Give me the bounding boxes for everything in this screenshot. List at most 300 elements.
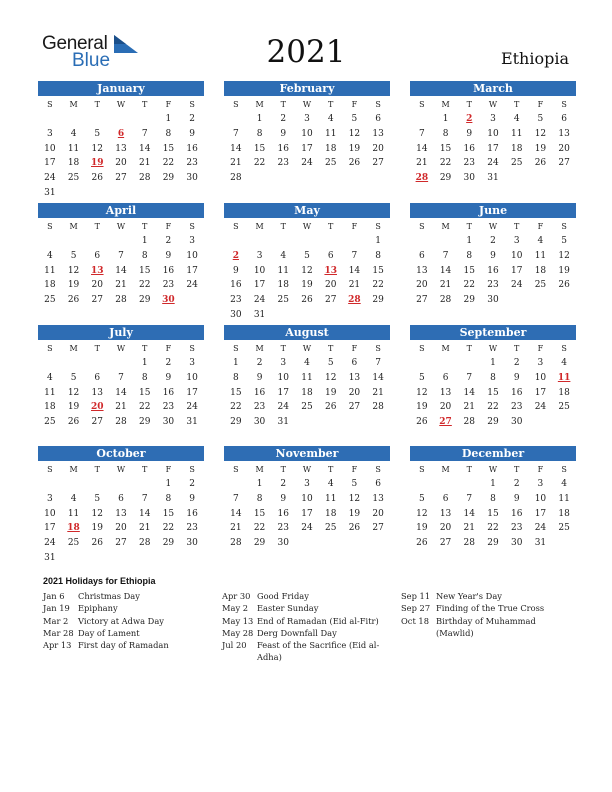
empty-day [62,477,86,492]
day: 6 [442,493,449,504]
day: 31 [487,173,499,184]
weekday-label: M [441,465,450,474]
day: 17 [301,143,313,154]
day: 23 [253,402,266,413]
holiday-item [43,615,218,627]
day: 14 [138,508,151,519]
day: 11 [277,265,289,276]
day: 10 [534,372,547,383]
day: 21 [372,387,384,398]
weekday-label: S [233,100,239,109]
weekday-label: F [351,344,358,353]
day: 8 [490,372,496,383]
day: 21 [138,158,151,169]
weekday-label: S [47,100,53,109]
month-title: June [410,203,576,218]
weekday-label: W [488,222,498,231]
day: 15 [487,508,499,519]
weekday-label: T [142,100,148,109]
day: 22 [138,280,151,291]
day: 14 [439,265,452,276]
day: 28 [138,538,151,549]
holiday-name: First day of Ramadan [78,640,169,651]
empty-day [343,234,367,249]
holiday-item [222,627,397,639]
month-march [410,81,576,186]
weekday-label: T [328,222,334,231]
weekday-label: T [280,465,286,474]
day: 20 [324,280,337,291]
day: 7 [118,372,124,383]
logo-text-general: General [42,33,108,54]
day: 2 [256,358,263,368]
weekday-label: W [302,344,312,353]
day: 7 [375,358,381,368]
day: 17 [186,387,198,398]
empty-day [224,112,248,127]
empty-day [457,356,481,371]
day: 11 [67,508,80,519]
day: 5 [70,372,77,383]
day: 16 [162,387,175,398]
day: 18 [324,508,337,519]
weekday-label: S [419,344,425,353]
day: 31 [44,187,56,198]
day: 15 [439,143,452,154]
day: 25 [324,158,337,169]
holiday-name: Feast of the Sacrifice (Eid al-Adha) [257,640,380,663]
day: 3 [189,236,195,246]
day: 1 [232,358,239,368]
day: 16 [510,387,523,398]
day: 27 [439,538,452,549]
day: 3 [46,493,53,504]
day: 28 [463,417,475,428]
day: 11 [324,493,337,504]
day: 23 [186,158,198,169]
day: 12 [348,128,361,139]
day: 24 [253,295,266,306]
empty-day [434,477,458,492]
day: 13 [439,508,452,519]
day: 27 [372,158,384,169]
day: 10 [277,372,289,383]
day: 29 [463,295,475,306]
day: 14 [115,387,127,398]
day: 21 [463,402,475,413]
holiday-day: 2 [466,114,473,124]
day: 21 [138,523,151,534]
day: 26 [558,280,570,291]
day: 13 [115,508,127,519]
day: 15 [138,265,151,276]
day: 15 [487,387,499,398]
day: 17 [534,508,547,519]
day: 30 [186,538,198,549]
holiday-name: Day of Lament [78,627,140,638]
day: 29 [487,417,499,428]
day: 15 [463,265,475,276]
empty-day [410,356,434,371]
day: 14 [463,387,475,398]
day: 27 [91,295,103,306]
day-grid [224,220,390,323]
month-title: March [410,81,576,96]
day: 15 [138,387,151,398]
day: 3 [189,358,195,368]
day: 22 [372,280,384,291]
day: 17 [487,143,499,154]
day: 28 [138,173,151,184]
day: 28 [463,538,475,549]
day: 19 [416,523,428,534]
day: 1 [466,236,473,246]
day: 12 [91,508,103,519]
day: 9 [280,128,287,139]
day: 18 [44,280,56,291]
weekday-label: T [466,222,472,231]
empty-day [434,356,458,371]
empty-day [434,234,458,249]
month-june [410,203,576,308]
day: 7 [232,493,239,504]
holiday-name: End of Ramadan (Eid al-Fitr) [257,615,379,626]
holiday-name: Good Friday [257,591,309,601]
day: 26 [348,523,361,534]
day: 2 [490,236,496,246]
day: 10 [44,143,56,154]
weekday-label: W [116,100,126,109]
empty-day [109,477,133,492]
day: 25 [534,280,547,291]
weekday-label: T [142,344,148,353]
day: 24 [534,523,547,534]
holiday-day: 13 [324,265,337,276]
weekday-label: S [561,344,567,353]
day: 12 [534,128,547,139]
day: 29 [138,295,151,306]
empty-day [295,234,319,249]
weekday-label: S [233,465,239,474]
holiday-date: Apr 13 [43,640,72,651]
holiday-item [222,590,397,602]
day: 21 [230,158,242,169]
empty-day [457,477,481,492]
weekday-label: M [441,222,450,231]
day: 31 [186,417,198,428]
day-grid [38,98,204,201]
holiday-date: May 13 [222,615,254,626]
day: 25 [324,523,337,534]
empty-day [85,234,109,249]
holiday-item [222,602,397,614]
weekday-label: W [302,222,312,231]
month-title: July [38,325,204,340]
weekday-label: T [94,465,100,474]
weekday-label: T [280,222,286,231]
day: 7 [141,128,148,139]
weekday-label: F [537,222,544,231]
day: 14 [348,265,361,276]
holiday-date: Oct 18 [401,615,429,626]
day: 5 [418,372,425,383]
day: 26 [91,173,103,184]
day: 15 [162,143,175,154]
day: 25 [558,523,570,534]
day: 29 [230,417,242,428]
holiday-day: 28 [348,295,361,306]
day: 6 [375,479,381,489]
weekday-label: W [302,100,312,109]
weekday-label: T [466,344,472,353]
day: 11 [324,128,337,139]
day: 7 [418,128,425,139]
month-december [410,446,576,551]
day: 17 [253,280,266,291]
weekday-label: F [537,465,544,474]
weekday-label: M [69,465,78,474]
day: 9 [165,372,172,383]
holiday-date: Mar 2 [43,615,69,626]
weekday-label: T [514,222,520,231]
weekday-label: T [94,100,100,109]
day: 26 [416,538,428,549]
day: 25 [44,417,56,428]
holiday-item [43,639,218,651]
calendar-year: 2021 [266,34,346,70]
day: 5 [351,479,358,489]
day: 2 [189,114,195,124]
day: 21 [115,402,127,413]
day: 5 [70,250,77,261]
day: 23 [230,295,242,306]
day: 8 [165,493,172,504]
day: 1 [256,114,263,124]
weekday-label: M [255,100,264,109]
day: 18 [510,143,523,154]
weekday-label: S [47,222,53,231]
day: 24 [301,158,313,169]
day: 28 [115,295,127,306]
day: 15 [372,265,384,276]
day: 11 [558,493,570,504]
day: 4 [70,128,77,139]
weekday-label: S [419,222,425,231]
day: 14 [230,143,242,154]
day: 5 [418,493,425,504]
day: 24 [277,402,289,413]
holiday-name: Finding of the True Cross [436,603,545,614]
day: 8 [141,372,148,383]
weekday-label: T [94,344,100,353]
day: 19 [558,265,570,276]
weekday-label: S [47,344,53,353]
day: 3 [256,250,263,261]
day: 4 [327,114,334,124]
day: 27 [115,173,127,184]
day: 5 [327,358,334,368]
day-grid [410,220,576,308]
holiday-day: 20 [91,402,104,413]
holiday-item [401,615,576,640]
month-title: September [410,325,576,340]
weekday-label: T [280,344,286,353]
day: 20 [348,387,361,398]
day: 12 [416,508,428,519]
day-grid [410,98,576,186]
day: 24 [186,280,198,291]
day: 28 [372,402,384,413]
day: 8 [256,493,263,504]
empty-day [109,356,133,371]
weekday-label: M [255,465,264,474]
day: 11 [301,372,313,383]
day: 13 [91,387,103,398]
day: 18 [67,158,80,169]
empty-day [38,112,62,127]
day: 26 [67,417,80,428]
day: 20 [416,280,428,291]
holiday-date: May 28 [222,627,254,638]
holiday-name: New Year's Day [436,591,502,601]
day: 23 [510,523,523,534]
day: 16 [253,387,266,398]
day: 12 [416,387,428,398]
weekday-label: S [561,222,567,231]
day: 2 [513,358,520,368]
day: 5 [94,493,101,504]
weekday-label: F [165,222,172,231]
holiday-date: May 2 [222,603,249,614]
day: 12 [348,493,361,504]
weekday-label: M [69,222,78,231]
day: 16 [162,265,175,276]
day: 8 [256,128,263,139]
holidays-column [401,590,576,639]
day: 7 [466,493,473,504]
day: 1 [490,479,496,489]
empty-day [85,356,109,371]
day: 31 [44,552,56,563]
weekday-label: M [255,344,264,353]
day: 13 [372,128,384,139]
weekday-label: T [94,222,100,231]
holiday-date: Mar 28 [43,627,74,638]
country-name: Ethiopia [500,49,569,68]
day: 17 [44,158,56,169]
weekday-label: F [165,465,172,474]
day: 11 [44,265,56,276]
empty-day [38,356,62,371]
day: 11 [44,387,56,398]
weekday-label: S [375,100,381,109]
holiday-date: Apr 30 [222,591,251,601]
day: 28 [230,173,242,184]
month-title: November [224,446,390,461]
weekday-label: F [537,100,544,109]
day: 25 [301,402,313,413]
day: 31 [277,417,289,428]
day: 16 [463,143,475,154]
day: 25 [277,295,289,306]
weekday-label: W [116,465,126,474]
day: 20 [115,523,127,534]
day: 23 [277,158,289,169]
day-grid [410,342,576,430]
day: 17 [186,265,198,276]
empty-day [85,112,109,127]
day: 11 [67,143,80,154]
day: 28 [230,538,242,549]
weekday-label: F [351,100,358,109]
day: 26 [301,295,313,306]
holiday-day: 19 [91,158,104,169]
day: 24 [301,523,313,534]
day: 9 [513,493,520,504]
day: 6 [94,372,101,383]
month-january [38,81,204,201]
holiday-name: Victory at Adwa Day [78,615,164,626]
day: 21 [416,158,428,169]
day: 1 [375,236,381,246]
day: 2 [280,114,287,124]
empty-day [133,112,157,127]
day: 25 [558,402,570,413]
day: 20 [91,280,103,291]
day: 17 [277,387,289,398]
day: 2 [165,358,172,368]
day: 4 [561,358,567,368]
month-title: October [38,446,204,461]
day: 10 [186,372,198,383]
day: 16 [277,143,289,154]
day: 30 [186,173,198,184]
holiday-name: Birthday of Muhammad (Mawlid) [436,615,536,638]
day: 9 [466,128,473,139]
weekday-label: T [328,100,334,109]
empty-day [109,112,133,127]
day: 9 [280,493,287,504]
weekday-label: S [233,344,239,353]
month-february [224,81,390,186]
day: 18 [44,402,56,413]
day: 6 [327,250,334,261]
day: 16 [277,508,289,519]
holiday-day: 11 [557,372,571,383]
day: 17 [510,265,523,276]
day: 7 [118,250,124,261]
weekday-label: S [47,465,53,474]
day: 13 [372,493,384,504]
day: 3 [304,114,310,124]
day: 1 [141,236,148,246]
day: 10 [534,493,547,504]
day: 17 [301,508,313,519]
weekday-label: T [280,100,286,109]
holiday-item [43,590,218,602]
weekday-label: S [419,465,425,474]
day: 4 [537,236,544,246]
day: 27 [324,295,337,306]
day: 19 [534,143,547,154]
logo-text-blue: Blue [72,50,111,71]
weekday-label: S [375,222,381,231]
month-may [224,203,390,323]
day: 23 [162,402,175,413]
holiday-name: Derg Downfall Day [257,627,337,638]
day: 8 [141,250,148,261]
day: 15 [253,143,266,154]
